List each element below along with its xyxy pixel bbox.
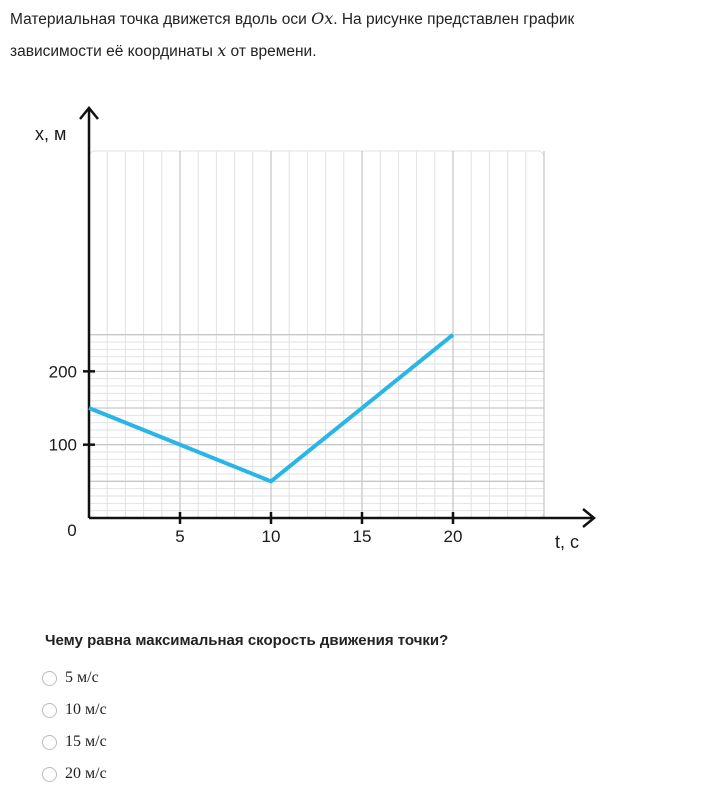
y-tick-label: 200	[48, 362, 77, 382]
y-tick-label: 100	[48, 435, 77, 455]
option-label: 20 м/с	[65, 765, 107, 782]
option-2[interactable]	[42, 694, 107, 726]
problem-text-1: Материальная точка движется вдоль оси	[10, 11, 312, 28]
problem-text-4: от времени.	[226, 43, 317, 60]
problem-text-2: . На рисунке представлен график	[333, 11, 575, 28]
x-axis-label: t, с	[555, 532, 580, 552]
position-time-chart	[0, 100, 640, 570]
origin-label: 0	[67, 521, 77, 540]
x-tick-label: 15	[352, 527, 372, 546]
x-tick-label: 10	[261, 527, 281, 546]
option-3[interactable]	[42, 726, 107, 758]
math-ox: Ox	[311, 9, 334, 28]
y-axis-label: x, м	[35, 124, 67, 144]
radio-button[interactable]	[42, 767, 57, 782]
problem-text-3: зависимости её координаты	[10, 43, 218, 60]
option-label: 5 м/с	[65, 669, 99, 686]
option-4[interactable]	[42, 758, 107, 790]
radio-button[interactable]	[42, 671, 57, 686]
math-x: x	[217, 41, 227, 60]
option-label: 15 м/с	[65, 733, 107, 750]
problem-text	[10, 3, 700, 67]
option-1[interactable]	[42, 662, 107, 694]
answer-options	[42, 662, 107, 790]
radio-button[interactable]	[42, 703, 57, 718]
question-text: Чему равна максимальная скорость движения точки?	[45, 632, 449, 649]
x-tick-label: 20	[443, 527, 463, 546]
radio-button[interactable]	[42, 735, 57, 750]
option-label: 10 м/с	[65, 701, 107, 718]
x-tick-label: 5	[175, 527, 185, 546]
